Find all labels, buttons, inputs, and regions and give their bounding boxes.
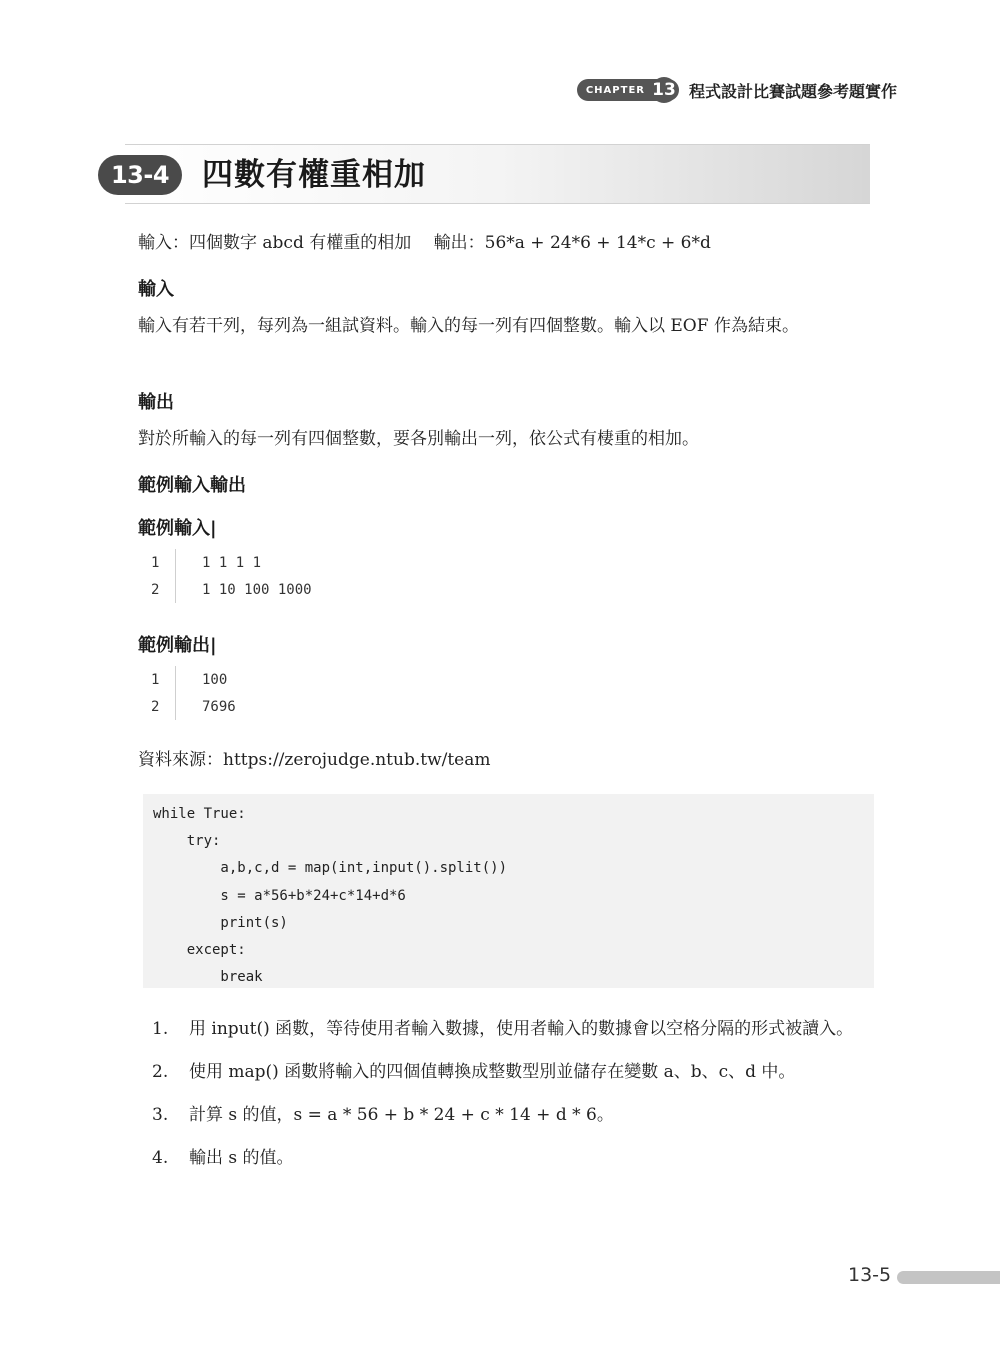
chapter-badge: [577, 79, 679, 101]
line-number: 2: [151, 581, 160, 598]
folio-bar: [897, 1271, 1000, 1284]
sample-input-heading: 範例輸入|: [138, 518, 217, 539]
listing-line: 1 10 100 1000: [202, 581, 312, 598]
code-line: s = a*56+b*24+c*14+d*6: [153, 887, 406, 904]
gutter-divider: [175, 549, 176, 576]
gutter-divider: [175, 693, 176, 720]
sample-input-listing: [147, 549, 312, 603]
list-item-number: 2.: [152, 1062, 169, 1082]
list-item-text: 用 input() 函數，等待使用者輸入數據，使用者輸入的數據會以空格分隔的形式被讀入。: [189, 1019, 854, 1039]
input-heading: 輸入: [138, 279, 174, 300]
code-line: print(s): [153, 914, 288, 931]
list-item-number: 4.: [152, 1148, 169, 1168]
chapter-number: 13: [651, 77, 677, 103]
line-number: 1: [151, 671, 160, 688]
output-description: 對於所輸入的每一列有四個整數，要各別輸出一列，依公式有棲重的相加。: [138, 429, 699, 449]
code-line: while True:: [153, 806, 246, 822]
code-line: except:: [153, 941, 246, 958]
listing-line: 7696: [202, 698, 236, 715]
listing-row: [147, 666, 236, 693]
list-item: [152, 1014, 874, 1045]
listing-row: [147, 693, 236, 720]
code-line: try:: [153, 833, 221, 850]
listing-row: [147, 576, 312, 603]
example-heading: 範例輸入輸出: [138, 475, 246, 496]
list-item-number: 1.: [152, 1019, 169, 1039]
listing-row: [147, 549, 312, 576]
code-block: [143, 794, 874, 988]
line-number: 1: [151, 554, 160, 571]
problem-summary: 輸入：四個數字 abcd 有權重的相加 輸出：56*a + 24*6 + 14*c + 6*d: [138, 233, 711, 253]
running-header: [577, 76, 897, 104]
list-item: [152, 1143, 874, 1174]
listing-line: 100: [202, 671, 228, 688]
list-item-text: 計算 s 的值，s = a * 56 + b * 24 + c * 14 + d * 6。: [189, 1105, 614, 1125]
chapter-title: 程式設計比賽試題參考題實作: [688, 81, 897, 101]
chapter-label: CHAPTER: [585, 84, 645, 96]
code-line: a,b,c,d = map(int,input().split()): [153, 860, 508, 877]
section-title: 四數有權重相加: [202, 157, 426, 193]
output-heading: 輸出: [138, 392, 174, 413]
list-item-text: 輸出 s 的值。: [189, 1148, 294, 1168]
listing-line: 1 1 1 1: [202, 554, 262, 571]
explanation-list: [152, 1014, 874, 1186]
list-item-number: 3.: [152, 1105, 169, 1125]
list-item-text: 使用 map() 函數將輸入的四個值轉換成整數型別並儲存在變數 a、b、c、d 中。: [189, 1062, 796, 1082]
line-number: 2: [151, 698, 160, 715]
list-item: [152, 1057, 874, 1088]
data-source: 資料來源：https://zerojudge.ntub.tw/team: [138, 750, 491, 770]
gutter-divider: [175, 576, 176, 603]
gutter-divider: [175, 666, 176, 693]
sample-output-listing: [147, 666, 236, 720]
section-number-badge: 13-4: [98, 155, 182, 195]
sample-output-heading: 範例輸出|: [138, 635, 217, 656]
list-item: [152, 1100, 874, 1131]
input-description: 輸入有若干列，每列為一組試資料。輸入的每一列有四個整數。輸入以 EOF 作為結束。: [138, 316, 799, 336]
page-number: 13-5: [848, 1264, 892, 1286]
code-line: break: [153, 969, 263, 986]
